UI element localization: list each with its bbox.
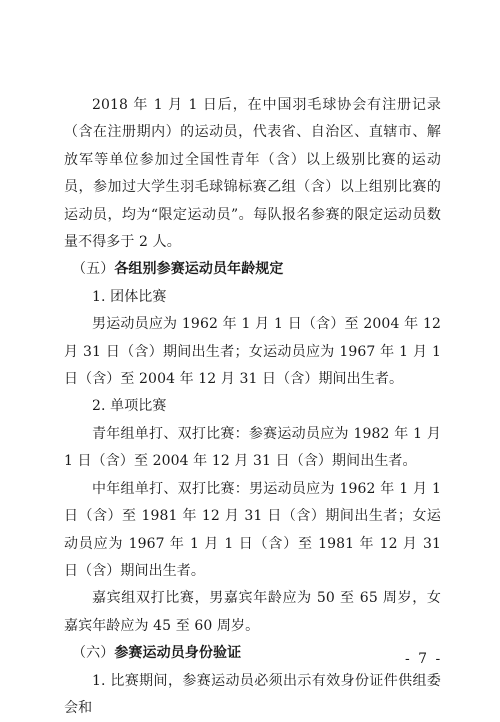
page-number: - 7 -	[405, 651, 443, 667]
section-number: （五）	[72, 261, 115, 278]
document-body	[64, 92, 441, 722]
paragraph-identity-check: 1. 比赛期间，参赛运动员必须出示有效身份证件供组委会和	[64, 672, 441, 716]
paragraph-team-age: 男运动员应为 1962 年 1 月 1 日（含）至 2004 年 12 月 31 日（含）期间出生者；女运动员应为 1967 年 1 月 1 日（含）至 2004 年 12 月 31 日（含）期间出生者。	[64, 316, 441, 388]
paragraph-middle-age: 中年组单打、双打比赛：男运动员应为 1962 年 1 月 1 日（含）至 1981 年 12 月 31 日（含）期间出生者；女运动员应为 1967 年 1 月 1 日（含）至 1981 年 12 月 31 日（含）期间出生者。	[64, 480, 441, 579]
paragraph-youth-age: 青年组单打、双打比赛：参赛运动员应为 1982 年 1 月 1 日（含）至 2004 年 12 月 31 日（含）期间出生者。	[64, 425, 441, 470]
paragraph-restricted-athletes: 2018 年 1 月 1 日后，在中国羽毛球协会有注册记录（含在注册期内）的运动员，代表省、自治区、直辖市、解放军等单位参加过全国性青年（含）以上级别比赛的运动员，参加过大学生羽毛球锦标赛乙组（含）以上组别比赛的运动员，均为“限定运动员”。每队报名参赛的限定运动员数量不得多于 2 人。	[64, 97, 441, 251]
subheading-individual-event: 2. 单项比赛	[92, 398, 167, 415]
subheading-team-event: 1. 团体比赛	[92, 288, 167, 305]
section-number: （六）	[72, 645, 115, 662]
section-heading-identity-check	[64, 640, 441, 667]
section-title: 各组别参赛运动员年龄规定	[114, 261, 284, 278]
paragraph-guest-age: 嘉宾组双打比赛，男嘉宾年龄应为 50 至 65 周岁，女嘉宾年龄应为 45 至 60 周岁。	[64, 590, 441, 634]
section-title: 参赛运动员身份验证	[114, 645, 242, 662]
section-heading-age-rules	[64, 256, 441, 283]
